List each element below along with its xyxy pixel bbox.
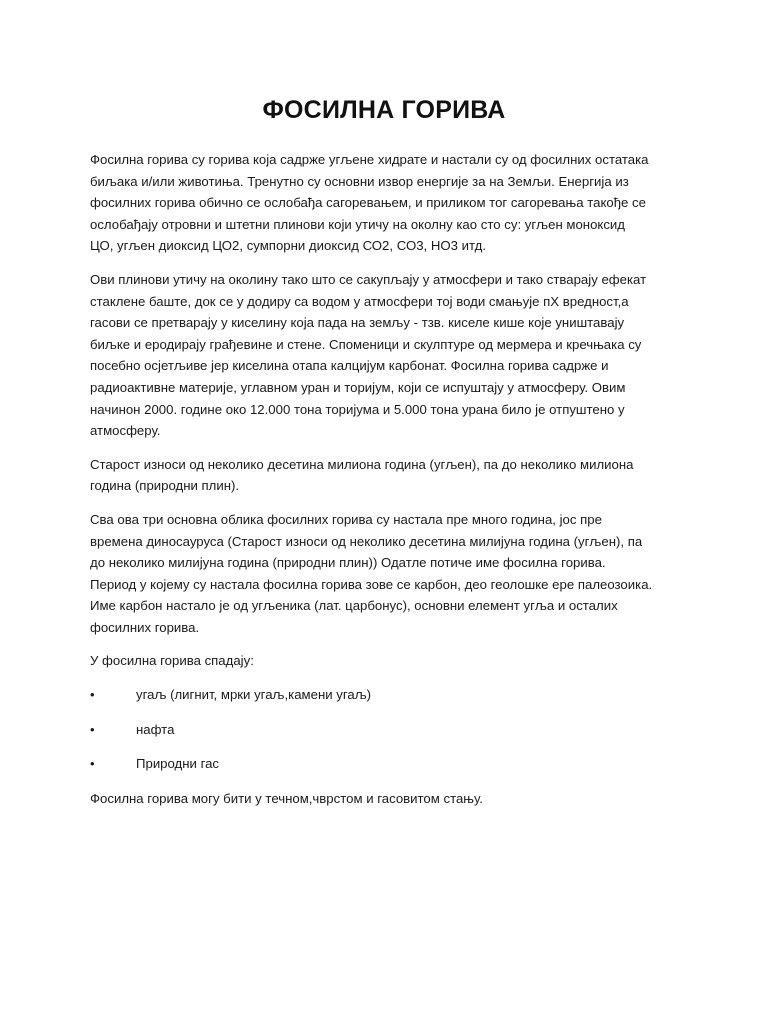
list-item-label: Природни гас	[136, 756, 220, 772]
paragraph-line: Период у којему су настала фосилна горива зове се карбон, део геолошке ере палеозоика.	[90, 576, 653, 592]
paragraph-line: фосилних горива обично се ослобађа сагоревањем, и приликом тог сагоревања такође се	[90, 195, 646, 211]
fuel-list	[90, 684, 690, 775]
paragraph-line: биљке и еродирају грађевине и стене. Споменици и скулптуре од мермера и кречњака су	[90, 336, 642, 352]
paragraph-3	[90, 454, 690, 497]
paragraph-line: посебно осјетљиве јер киселина отапа калцијум карбонат. Фосилна горива садрже и	[90, 358, 609, 374]
bullet-icon: •	[90, 756, 95, 772]
list-item	[90, 753, 690, 775]
paragraph-line: гасови се претварају у киселину која пада на земљу - тзв. киселе кише које уништавају	[90, 315, 625, 331]
paragraph-line: У фосилна горива спадају:	[90, 653, 254, 669]
paragraph-line: ослобађају отровни и штетни плинови који утичу на околну као сто су: угљен моноксид	[90, 216, 625, 232]
paragraph-2	[90, 269, 690, 442]
list-item	[90, 719, 690, 741]
document-body	[90, 149, 690, 821]
paragraph-line: Фосилна горива могу бити у течном,чврстом и гасовитом стању.	[90, 790, 483, 806]
paragraph-4	[90, 509, 690, 639]
paragraph-line: начинон 2000. године око 12.000 тона торијума и 5.000 тона урана било је отпуштено у	[90, 401, 625, 417]
paragraph-line: до неколико милијуна година (природни плин)) Одатле потиче име фосилна горива.	[90, 555, 606, 571]
paragraph-line: Ови плинови утичу на околину тако што се сакупљају у атмосфери и тако стварају ефекат	[90, 271, 647, 287]
paragraph-line: Име карбон настало је од угљеника (лат. царбонус), основни елемент угља и осталих	[90, 598, 618, 614]
paragraph-line: година (природни плин).	[90, 478, 240, 494]
paragraph-line: Фосилна горива су горива која садрже угљене хидрате и настали су од фосилних остатака	[90, 152, 649, 167]
document-title: ФОСИЛНА ГОРИВА	[262, 96, 506, 124]
paragraph-line: фосилних горива.	[90, 619, 200, 635]
list-item-label: угаљ (лигнит, мрки угаљ,камени угаљ)	[136, 687, 372, 703]
list-item-label: нафта	[136, 721, 175, 737]
paragraph-line: времена диносауруса (Старост износи од неколико десетина милијуна година (угљен), па	[90, 533, 643, 549]
paragraph-line: биљака и/или животиња. Тренутно су основни извор енергије за на Земљи. Енергија из	[90, 173, 629, 189]
paragraph-line: атмосферу.	[90, 423, 161, 439]
paragraph-line: стаклене баште, док се у додиру са водом у атмосфери тој води смањује пХ вредност,а	[90, 293, 629, 309]
paragraph-line: Старост износи од неколико десетина милиона година (угљен), па до неколико милиона	[90, 456, 634, 472]
list-intro	[90, 650, 690, 672]
bullet-icon: •	[90, 687, 95, 703]
paragraph-line: Сва ова три основна облика фосилних горива су настала пре много година, јос пре	[90, 511, 602, 527]
paragraph-1	[90, 149, 690, 257]
paragraph-line: радиоактивне материје, углавном уран и торијум, који се испуштају у атмосферу. Овим	[90, 379, 626, 395]
bullet-icon: •	[90, 721, 95, 737]
closing-paragraph	[90, 788, 690, 810]
list-item	[90, 684, 690, 706]
paragraph-line: ЦО, угљен диоксид ЦО2, сумпорни диоксид СО2, СО3, НО3 итд.	[90, 238, 486, 254]
